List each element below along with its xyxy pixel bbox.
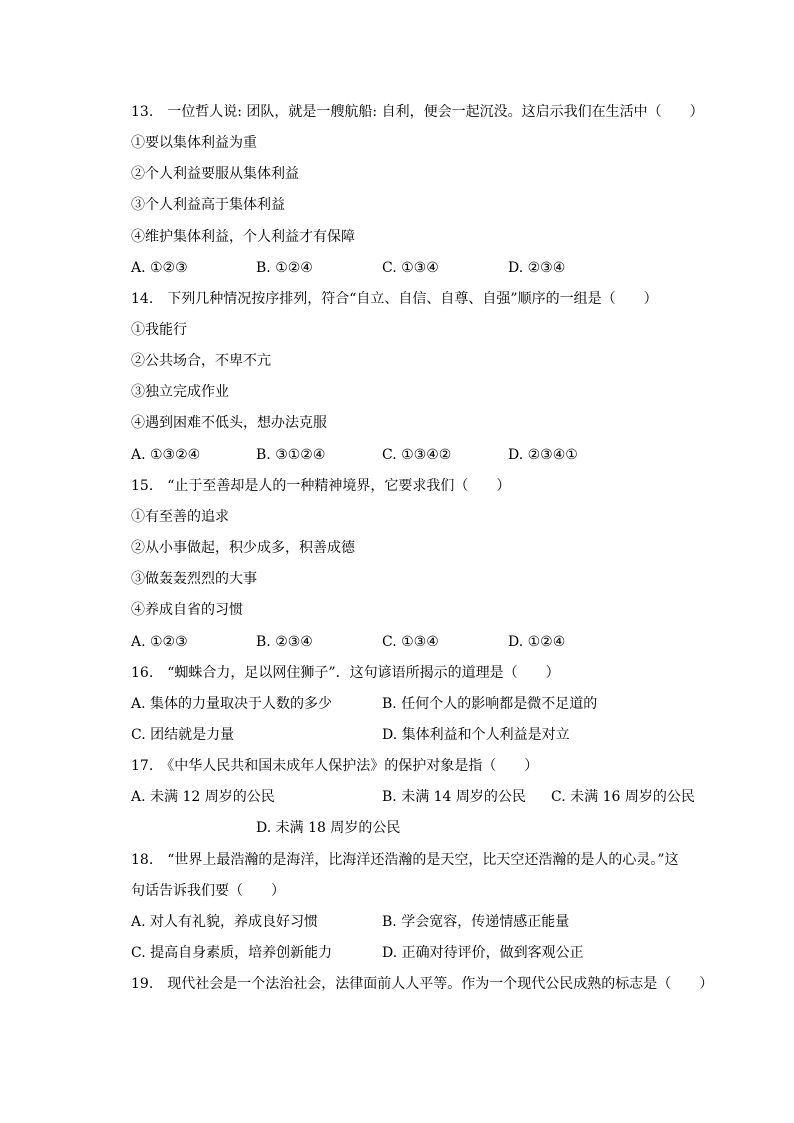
- question-15-option-a: A. ①②③: [131, 634, 188, 650]
- question-17-option-d: D. 未满 18 周岁的公民: [256, 820, 401, 836]
- question-18-stem: 18. “世界上最浩瀚的是海洋，比海洋还浩瀚的是天空，比天空还浩瀚的是人的心灵。”这: [131, 852, 679, 868]
- question-17-option-c: C. 未满 16 周岁的公民: [551, 789, 695, 805]
- question-13-option-c: C. ①③④: [382, 260, 439, 276]
- question-16-option-c: C. 团结就是力量: [131, 727, 235, 743]
- question-18-option-c: C. 提高自身素质，培养创新能力: [131, 945, 333, 961]
- question-16-option-a: A. 集体的力量取决于人数的多少: [131, 696, 333, 712]
- question-18-option-d: D. 正确对待评价，做到客观公正: [382, 945, 584, 961]
- question-13-option-a: A. ①②③: [131, 260, 188, 276]
- question-15-item-4: ④养成自省的习惯: [131, 602, 243, 618]
- question-18-option-a: A. 对人有礼貌，养成良好习惯: [131, 914, 319, 930]
- question-13-item-1: ①要以集体利益为重: [131, 135, 257, 151]
- question-15-option-b: B. ②③④: [256, 634, 313, 650]
- question-14-option-d: D. ②③④①: [508, 447, 578, 463]
- question-13-item-2: ②个人利益要服从集体利益: [131, 166, 299, 182]
- question-15-stem: 15. “止于至善却是人的一种精神境界，它要求我们（ ）: [131, 478, 511, 494]
- question-18-option-b: B. 学会宽容，传递情感正能量: [382, 914, 570, 930]
- question-15-item-1: ①有至善的追求: [131, 509, 229, 525]
- question-14-option-c: C. ①③④②: [382, 447, 452, 463]
- question-17-option-a: A. 未满 12 周岁的公民: [131, 789, 275, 805]
- question-14-item-3: ③独立完成作业: [131, 384, 229, 400]
- question-13-stem: 13. 一位哲人说: 团队，就是一艘航船: 自利，便会一起沉没。这启示我们在生活中（ ）: [131, 104, 704, 120]
- question-14-stem: 14. 下列几种情况按序排列，符合“自立、自信、自尊、自强”顺序的一组是（ ）: [131, 291, 658, 307]
- question-13-item-4: ④维护集体利益，个人利益才有保障: [131, 229, 355, 245]
- question-14-option-b: B. ③①②④: [256, 447, 326, 463]
- question-13-option-b: B. ①②④: [256, 260, 313, 276]
- question-17-stem: 17. 《中华人民共和国未成年人保护法》的保护对象是指（ ）: [131, 758, 539, 774]
- question-14-item-2: ②公共场合，不卑不亢: [131, 353, 271, 369]
- question-16-option-d: D. 集体利益和个人利益是对立: [382, 727, 570, 743]
- question-16-stem: 16. “蜘蛛合力，足以网住狮子”．这句谚语所揭示的道理是（ ）: [131, 665, 560, 681]
- question-14-option-a: A. ①③②④: [131, 447, 201, 463]
- question-15-option-d: D. ①②④: [508, 634, 566, 650]
- question-15-option-c: C. ①③④: [382, 634, 439, 650]
- question-18-stem-cont: 句话告诉我们要（ ）: [131, 883, 285, 899]
- question-13-option-d: D. ②③④: [508, 260, 566, 276]
- question-15-item-2: ②从小事做起，积少成多，积善成德: [131, 540, 355, 556]
- question-19-stem: 19. 现代社会是一个法治社会，法律面前人人平等。作为一个现代公民成熟的标志是（ ）: [131, 976, 714, 992]
- question-15-item-3: ③做轰轰烈烈的大事: [131, 571, 257, 587]
- question-16-option-b: B. 任何个人的影响都是微不足道的: [382, 696, 598, 712]
- question-14-item-1: ①我能行: [131, 322, 187, 338]
- question-14-item-4: ④遇到困难不低头，想办法克服: [131, 415, 327, 431]
- question-13-item-3: ③个人利益高于集体利益: [131, 197, 285, 213]
- question-17-option-b: B. 未满 14 周岁的公民: [382, 789, 526, 805]
